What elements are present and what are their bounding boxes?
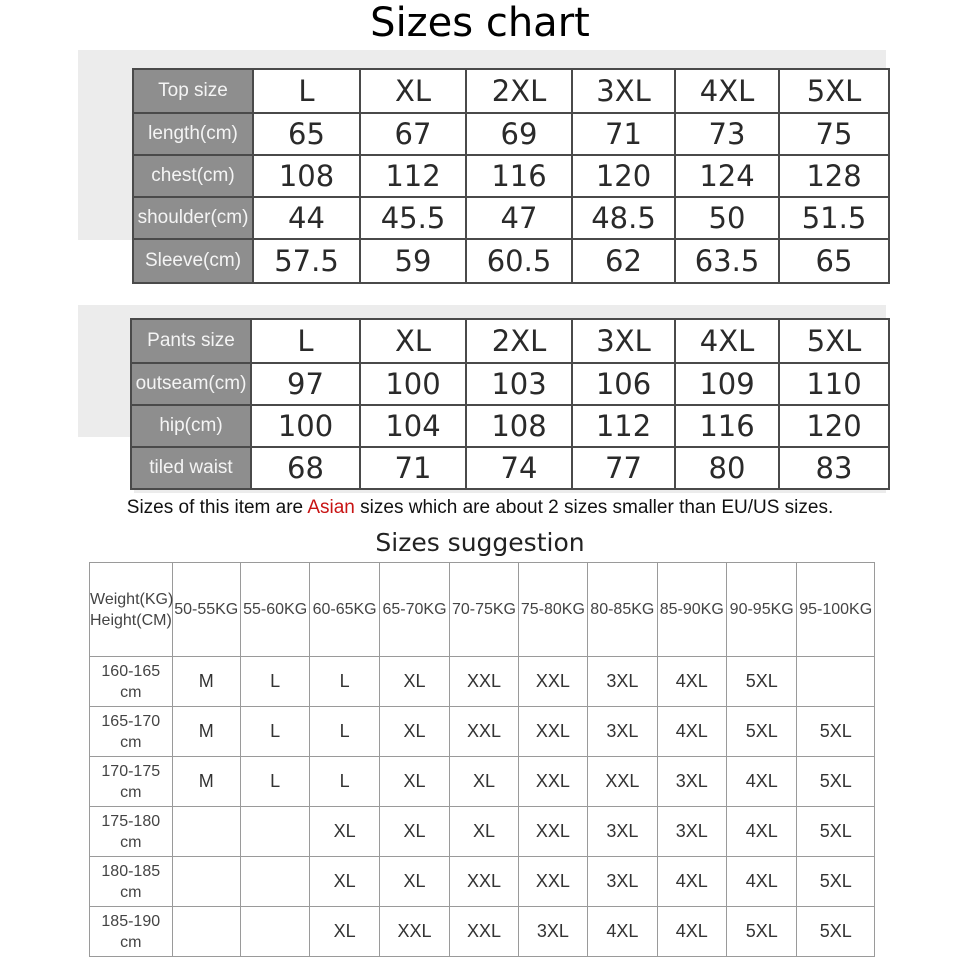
measure-cell: 83 [779, 447, 889, 489]
suggested-size-cell: 4XL [657, 707, 726, 757]
measure-cell: 67 [360, 113, 466, 155]
weight-range-header: 65-70KG [379, 563, 449, 657]
suggestion-row [90, 907, 875, 957]
note-text-after: sizes which are about 2 sizes smaller than EU/US sizes. [354, 497, 834, 518]
measure-cell: 60.5 [466, 239, 572, 283]
weight-height-header: Weight(KG) Height(CM) [90, 563, 173, 657]
measure-cell: 50 [675, 197, 779, 239]
pants-size-header-cell: 3XL [572, 319, 675, 363]
suggested-size-cell [172, 907, 240, 957]
weight-range-header: 75-80KG [518, 563, 587, 657]
suggested-size-cell: L [310, 707, 379, 757]
suggested-size-cell [797, 657, 875, 707]
measure-cell: 109 [675, 363, 779, 405]
measure-cell: 80 [675, 447, 779, 489]
height-range-label: 165-170 cm [90, 707, 173, 757]
suggested-size-cell: XXL [450, 707, 518, 757]
suggested-size-cell: 3XL [518, 907, 587, 957]
pants-size-row [131, 405, 889, 447]
measure-cell: 73 [675, 113, 779, 155]
suggested-size-cell: 4XL [726, 757, 796, 807]
weight-range-header: 85-90KG [657, 563, 726, 657]
measure-cell: 63.5 [675, 239, 779, 283]
suggested-size-cell: XL [310, 907, 379, 957]
suggested-size-cell: 3XL [657, 757, 726, 807]
suggested-size-cell: XL [310, 807, 379, 857]
row-label: chest(cm) [133, 155, 253, 197]
row-label: Sleeve(cm) [133, 239, 253, 283]
measure-cell: 110 [779, 363, 889, 405]
top-size-header-row [133, 69, 889, 113]
row-label: tiled waist [131, 447, 251, 489]
suggested-size-cell: XXL [450, 657, 518, 707]
suggested-size-cell [172, 807, 240, 857]
suggested-size-cell: 5XL [726, 707, 796, 757]
measure-cell: 68 [251, 447, 360, 489]
pants-size-header-cell: L [251, 319, 360, 363]
measure-cell: 65 [779, 239, 889, 283]
suggested-size-cell: 4XL [726, 857, 796, 907]
measure-cell: 120 [779, 405, 889, 447]
suggested-size-cell: L [310, 657, 379, 707]
suggested-size-cell: XL [379, 657, 449, 707]
weight-range-header: 70-75KG [450, 563, 518, 657]
suggested-size-cell: XXL [518, 657, 587, 707]
measure-cell: 116 [675, 405, 779, 447]
measure-cell: 116 [466, 155, 572, 197]
measure-cell: 103 [466, 363, 572, 405]
suggested-size-cell: XL [379, 757, 449, 807]
pants-size-row [131, 447, 889, 489]
suggested-size-cell: XXL [518, 807, 587, 857]
suggested-size-cell: 4XL [657, 907, 726, 957]
measure-cell: 69 [466, 113, 572, 155]
weight-range-header: 50-55KG [172, 563, 240, 657]
measure-cell: 77 [572, 447, 675, 489]
height-range-label: 180-185 cm [90, 857, 173, 907]
suggested-size-cell: 4XL [657, 857, 726, 907]
pants-size-table [130, 318, 890, 490]
measure-cell: 57.5 [253, 239, 360, 283]
measure-cell: 120 [572, 155, 675, 197]
note-highlight: Asian [307, 497, 355, 518]
measure-cell: 65 [253, 113, 360, 155]
pants-size-header-cell: 5XL [779, 319, 889, 363]
measure-cell: 47 [466, 197, 572, 239]
suggested-size-cell: 5XL [726, 657, 796, 707]
top-size-header-cell: L [253, 69, 360, 113]
measure-cell: 51.5 [779, 197, 889, 239]
suggested-size-cell: XXL [518, 757, 587, 807]
suggested-size-cell [240, 807, 309, 857]
row-label: length(cm) [133, 113, 253, 155]
measure-cell: 100 [251, 405, 360, 447]
suggested-size-cell: 5XL [797, 857, 875, 907]
measure-cell: 112 [572, 405, 675, 447]
suggested-size-cell: XL [379, 807, 449, 857]
suggestion-row [90, 807, 875, 857]
row-label: outseam(cm) [131, 363, 251, 405]
asian-size-note [0, 496, 960, 520]
note-text-before: Sizes of this item are [126, 497, 308, 518]
top-size-row [133, 239, 889, 283]
row-label: shoulder(cm) [133, 197, 253, 239]
pants-size-header-cell: XL [360, 319, 466, 363]
height-range-label: 160-165 cm [90, 657, 173, 707]
suggested-size-cell [172, 857, 240, 907]
pants-size-header-label: Pants size [131, 319, 251, 363]
suggested-size-cell: 3XL [588, 657, 657, 707]
page-title: Sizes chart [370, 0, 590, 46]
suggested-size-cell: XL [379, 857, 449, 907]
height-range-label: 185-190 cm [90, 907, 173, 957]
suggested-size-cell: XXL [588, 757, 657, 807]
measure-cell: 48.5 [572, 197, 675, 239]
top-size-row [133, 113, 889, 155]
weight-range-header: 55-60KG [240, 563, 309, 657]
suggested-size-cell: 4XL [726, 807, 796, 857]
row-label: hip(cm) [131, 405, 251, 447]
measure-cell: 45.5 [360, 197, 466, 239]
suggested-size-cell: XXL [450, 907, 518, 957]
top-size-header-cell: 4XL [675, 69, 779, 113]
top-size-header-cell: 5XL [779, 69, 889, 113]
suggested-size-cell: 3XL [588, 857, 657, 907]
weight-range-header: 80-85KG [588, 563, 657, 657]
measure-cell: 59 [360, 239, 466, 283]
height-range-label: 175-180 cm [90, 807, 173, 857]
suggested-size-cell: XL [379, 707, 449, 757]
size-suggestion-table [89, 562, 875, 957]
measure-cell: 128 [779, 155, 889, 197]
suggested-size-cell: XL [450, 807, 518, 857]
suggestion-row [90, 657, 875, 707]
measure-cell: 71 [360, 447, 466, 489]
pants-size-header-row [131, 319, 889, 363]
measure-cell: 75 [779, 113, 889, 155]
top-size-header-cell: 3XL [572, 69, 675, 113]
suggestion-row [90, 857, 875, 907]
suggested-size-cell: 5XL [797, 907, 875, 957]
suggested-size-cell: 5XL [726, 907, 796, 957]
measure-cell: 104 [360, 405, 466, 447]
pants-size-header-cell: 2XL [466, 319, 572, 363]
suggestion-header-row [90, 563, 875, 657]
weight-range-header: 95-100KG [797, 563, 875, 657]
suggested-size-cell: L [240, 757, 309, 807]
measure-cell: 106 [572, 363, 675, 405]
suggested-size-cell: 4XL [588, 907, 657, 957]
weight-range-header: 60-65KG [310, 563, 379, 657]
measure-cell: 71 [572, 113, 675, 155]
suggestion-row [90, 707, 875, 757]
suggested-size-cell: XL [450, 757, 518, 807]
suggested-size-cell: XXL [450, 857, 518, 907]
weight-range-header: 90-95KG [726, 563, 796, 657]
top-size-table [132, 68, 890, 284]
top-size-row [133, 155, 889, 197]
measure-cell: 124 [675, 155, 779, 197]
suggested-size-cell: 4XL [657, 657, 726, 707]
top-size-row [133, 197, 889, 239]
height-range-label: 170-175 cm [90, 757, 173, 807]
suggested-size-cell: XXL [379, 907, 449, 957]
top-size-header-cell: 2XL [466, 69, 572, 113]
suggested-size-cell: 5XL [797, 807, 875, 857]
measure-cell: 97 [251, 363, 360, 405]
suggested-size-cell: M [172, 707, 240, 757]
measure-cell: 108 [253, 155, 360, 197]
suggested-size-cell: 3XL [588, 807, 657, 857]
suggested-size-cell: XXL [518, 707, 587, 757]
pants-size-row [131, 363, 889, 405]
suggested-size-cell: 5XL [797, 707, 875, 757]
suggested-size-cell [240, 907, 309, 957]
suggested-size-cell: M [172, 657, 240, 707]
suggested-size-cell: L [240, 707, 309, 757]
suggested-size-cell: L [310, 757, 379, 807]
suggested-size-cell: 5XL [797, 757, 875, 807]
suggested-size-cell [240, 857, 309, 907]
measure-cell: 44 [253, 197, 360, 239]
measure-cell: 100 [360, 363, 466, 405]
measure-cell: 112 [360, 155, 466, 197]
top-size-header-label: Top size [133, 69, 253, 113]
suggested-size-cell: 3XL [588, 707, 657, 757]
measure-cell: 108 [466, 405, 572, 447]
suggested-size-cell: M [172, 757, 240, 807]
suggestion-title: Sizes suggestion [375, 528, 585, 557]
top-size-header-cell: XL [360, 69, 466, 113]
pants-size-header-cell: 4XL [675, 319, 779, 363]
measure-cell: 74 [466, 447, 572, 489]
suggested-size-cell: XXL [518, 857, 587, 907]
suggestion-row [90, 757, 875, 807]
suggested-size-cell: XL [310, 857, 379, 907]
suggested-size-cell: 3XL [657, 807, 726, 857]
suggested-size-cell: L [240, 657, 309, 707]
measure-cell: 62 [572, 239, 675, 283]
